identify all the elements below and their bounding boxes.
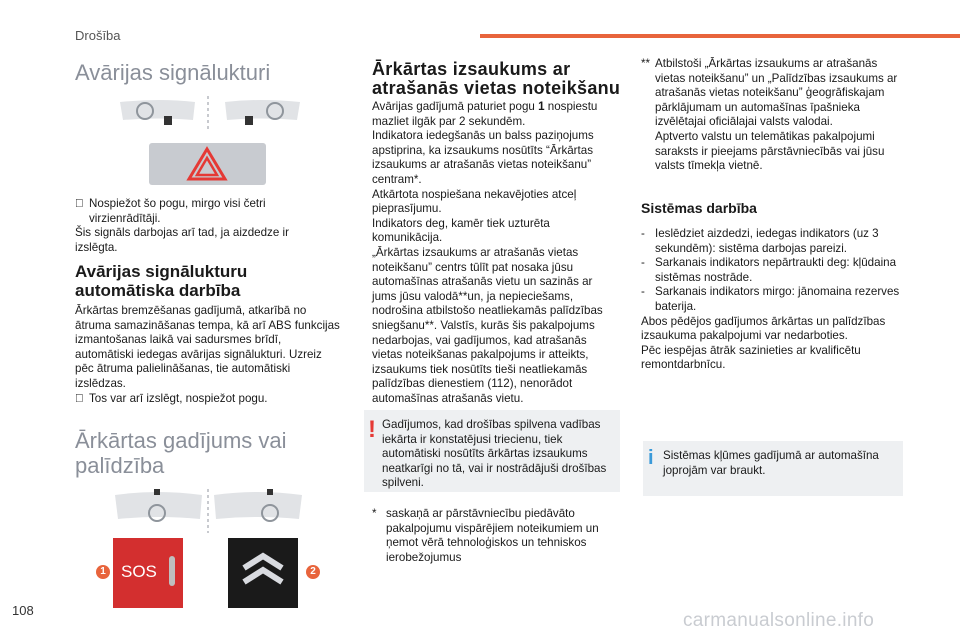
auto-text: Ārkārtas bremzēšanas gadījumā, atkarībā no ātruma samazināšanas tempa, kā arī ABS funkcijas izmantošanas laikā vai sadursmes brīdī, automātiski iedegas avārijas signālukturi. Uzreiz pēc ātruma palielināšanas, tie automātiski izslēdzas.: [75, 304, 340, 390]
auto-title-line-2: automātiska darbība: [75, 281, 241, 300]
auto-title-line-1: Avārijas signālukturu: [75, 262, 248, 281]
sos-button[interactable]: [113, 538, 183, 608]
list-item: - Ieslēdziet aizdedzi, iedegas indikators (uz 3 sekundēm): sistēma darbojas pareizi.: [641, 227, 879, 255]
accent-bar: [480, 34, 960, 38]
ecall-p5: „Ārkārtas izsaukums ar atrašanās vietas noteikšanu” centrs tūlīt pat nosaka jūsu automašīnas atrašanās vietu un sazinās ar jums jūsu valodā**un, ja nepieciešams, nodrošina atbilstošo neatliekamās palīdzības sniegšanu**. Valstīs, kurās šis pakalpojums nedarbojas, vai gadījumos, kad atrašanās vietas noteikšanas pakalpojums ir atteikts, izsaukums tiek nosūtīts tieši neatliekamās palīdzības dienestiem (112), nenorādot automašīnas atrašanās vietu.: [372, 245, 603, 405]
sos-indicator-light: [169, 556, 175, 586]
ops-text-1: Abos pēdējos gadījumos ārkārtas un palīdzības izsaukuma pakalpojumi var nedarboties.: [641, 314, 886, 343]
hazard-bullet: Nospiežot šo pogu, mirgo visi četri virzienrādītāji.: [75, 197, 315, 226]
emergency-illustration: [110, 487, 306, 537]
info-note: [643, 441, 903, 496]
hazard-title: Avārijas signālukturi: [75, 60, 271, 85]
warning-icon: !: [368, 416, 376, 443]
watermark: carmanualsonline.info: [683, 610, 875, 631]
ecall-title-line-2: atrašanās vietas noteikšanu: [372, 78, 621, 98]
ecall-p3: Atkārtota nospiešana nekavējoties atceļ pieprasījumu.: [372, 187, 577, 216]
warning-note: [364, 410, 620, 492]
footnote-1: * saskaņā ar pārstāvniecību piedāvāto pakalpojumu vispārējiem noteikumiem un ņemot vērā tehnoloģiskos un tehniskos ierobežojumus: [372, 507, 599, 564]
ecall-heading: [372, 60, 620, 98]
info-icon: i: [648, 447, 654, 469]
page-number: 108: [12, 603, 34, 618]
list-item: - Sarkanais indikators nepārtraukti deg: kļūdaina sistēmas nostrāde.: [641, 256, 897, 284]
ecall-title-line-1: Ārkārtas izsaukums ar: [372, 59, 571, 79]
hazard-warning-icon: [149, 143, 266, 185]
footnote-2: ** Atbilstoši „Ārkārtas izsaukums ar atrašanās vietas noteikšanu” un „Palīdzības izsaukums ar atrašanās vietas noteikšanu” ģeogrāfiskajam pārklājumam un automašīnas īpašnieka izvēlētajai oficiālajai valsts valodai. Aptverto valstu un telemātikas pakalpojumi saraksts ir pieejams pārstāvniecībās vai jūsu valsts tīmekļa vietnē.: [641, 57, 898, 173]
assistance-button[interactable]: [228, 538, 298, 608]
sos-label: SOS: [121, 562, 157, 581]
ops-text-block: [641, 227, 903, 373]
ecall-p1: Avārijas gadījumā paturiet pogu 1 nospiestu mazliet ilgāk par 2 sekundēm.: [372, 100, 598, 128]
callout-1: 1: [96, 565, 110, 579]
emergency-title-line-1: Ārkārtas gadījums vai: [75, 428, 287, 453]
auto-bullet: Tos var arī izslēgt, nospiežot pogu.: [75, 392, 343, 407]
brand-chevrons-icon: [228, 538, 298, 608]
ops-text-2: Pēc iespējas ātrāk sazinieties ar kvalificētu remontdarbnīcu.: [641, 343, 861, 372]
ecall-p4: Indikators deg, kamēr tiek uzturēta komunikācija.: [372, 216, 550, 245]
ecall-p2: Indikatora iedegšanās un balss paziņojums apstiprina, ka izsaukums nosūtīts “Ārkārtas izsaukums ar atrašanās vietas noteikšanu” centram*.: [372, 129, 594, 186]
ops-title: Sistēmas darbība: [641, 200, 757, 216]
hazard-button[interactable]: [149, 143, 266, 185]
hazard-text-block: [75, 197, 315, 255]
ecall-text-block: [372, 100, 618, 406]
info-text: Sistēmas kļūmes gadījumā ar automašīna joprojām var braukt.: [663, 449, 879, 477]
auto-hazard-text-block: [75, 304, 343, 406]
emergency-heading: [75, 428, 287, 478]
warning-text: Gadījumos, kad drošības spilvena vadības iekārta ir konstatējusi triecienu, tiek automātiski nosūtīts ārkārtas izsaukums neatkarīgi no tā, vai ir nostrādājuši drošības spilveni.: [382, 418, 607, 490]
bullet-arrow-icon: [75, 197, 89, 226]
hazard-text: Šis signāls darbojas arī tad, ja aizdedze ir izslēgta.: [75, 226, 289, 254]
callout-2: 2: [306, 565, 320, 579]
emergency-title-line-2: palīdzība: [75, 453, 165, 478]
auto-hazard-heading: [75, 262, 247, 300]
section-label: Drošība: [75, 28, 121, 43]
bullet-arrow-icon: [75, 392, 89, 407]
list-item: - Sarkanais indikators mirgo: jānomaina rezerves baterija.: [641, 285, 900, 313]
